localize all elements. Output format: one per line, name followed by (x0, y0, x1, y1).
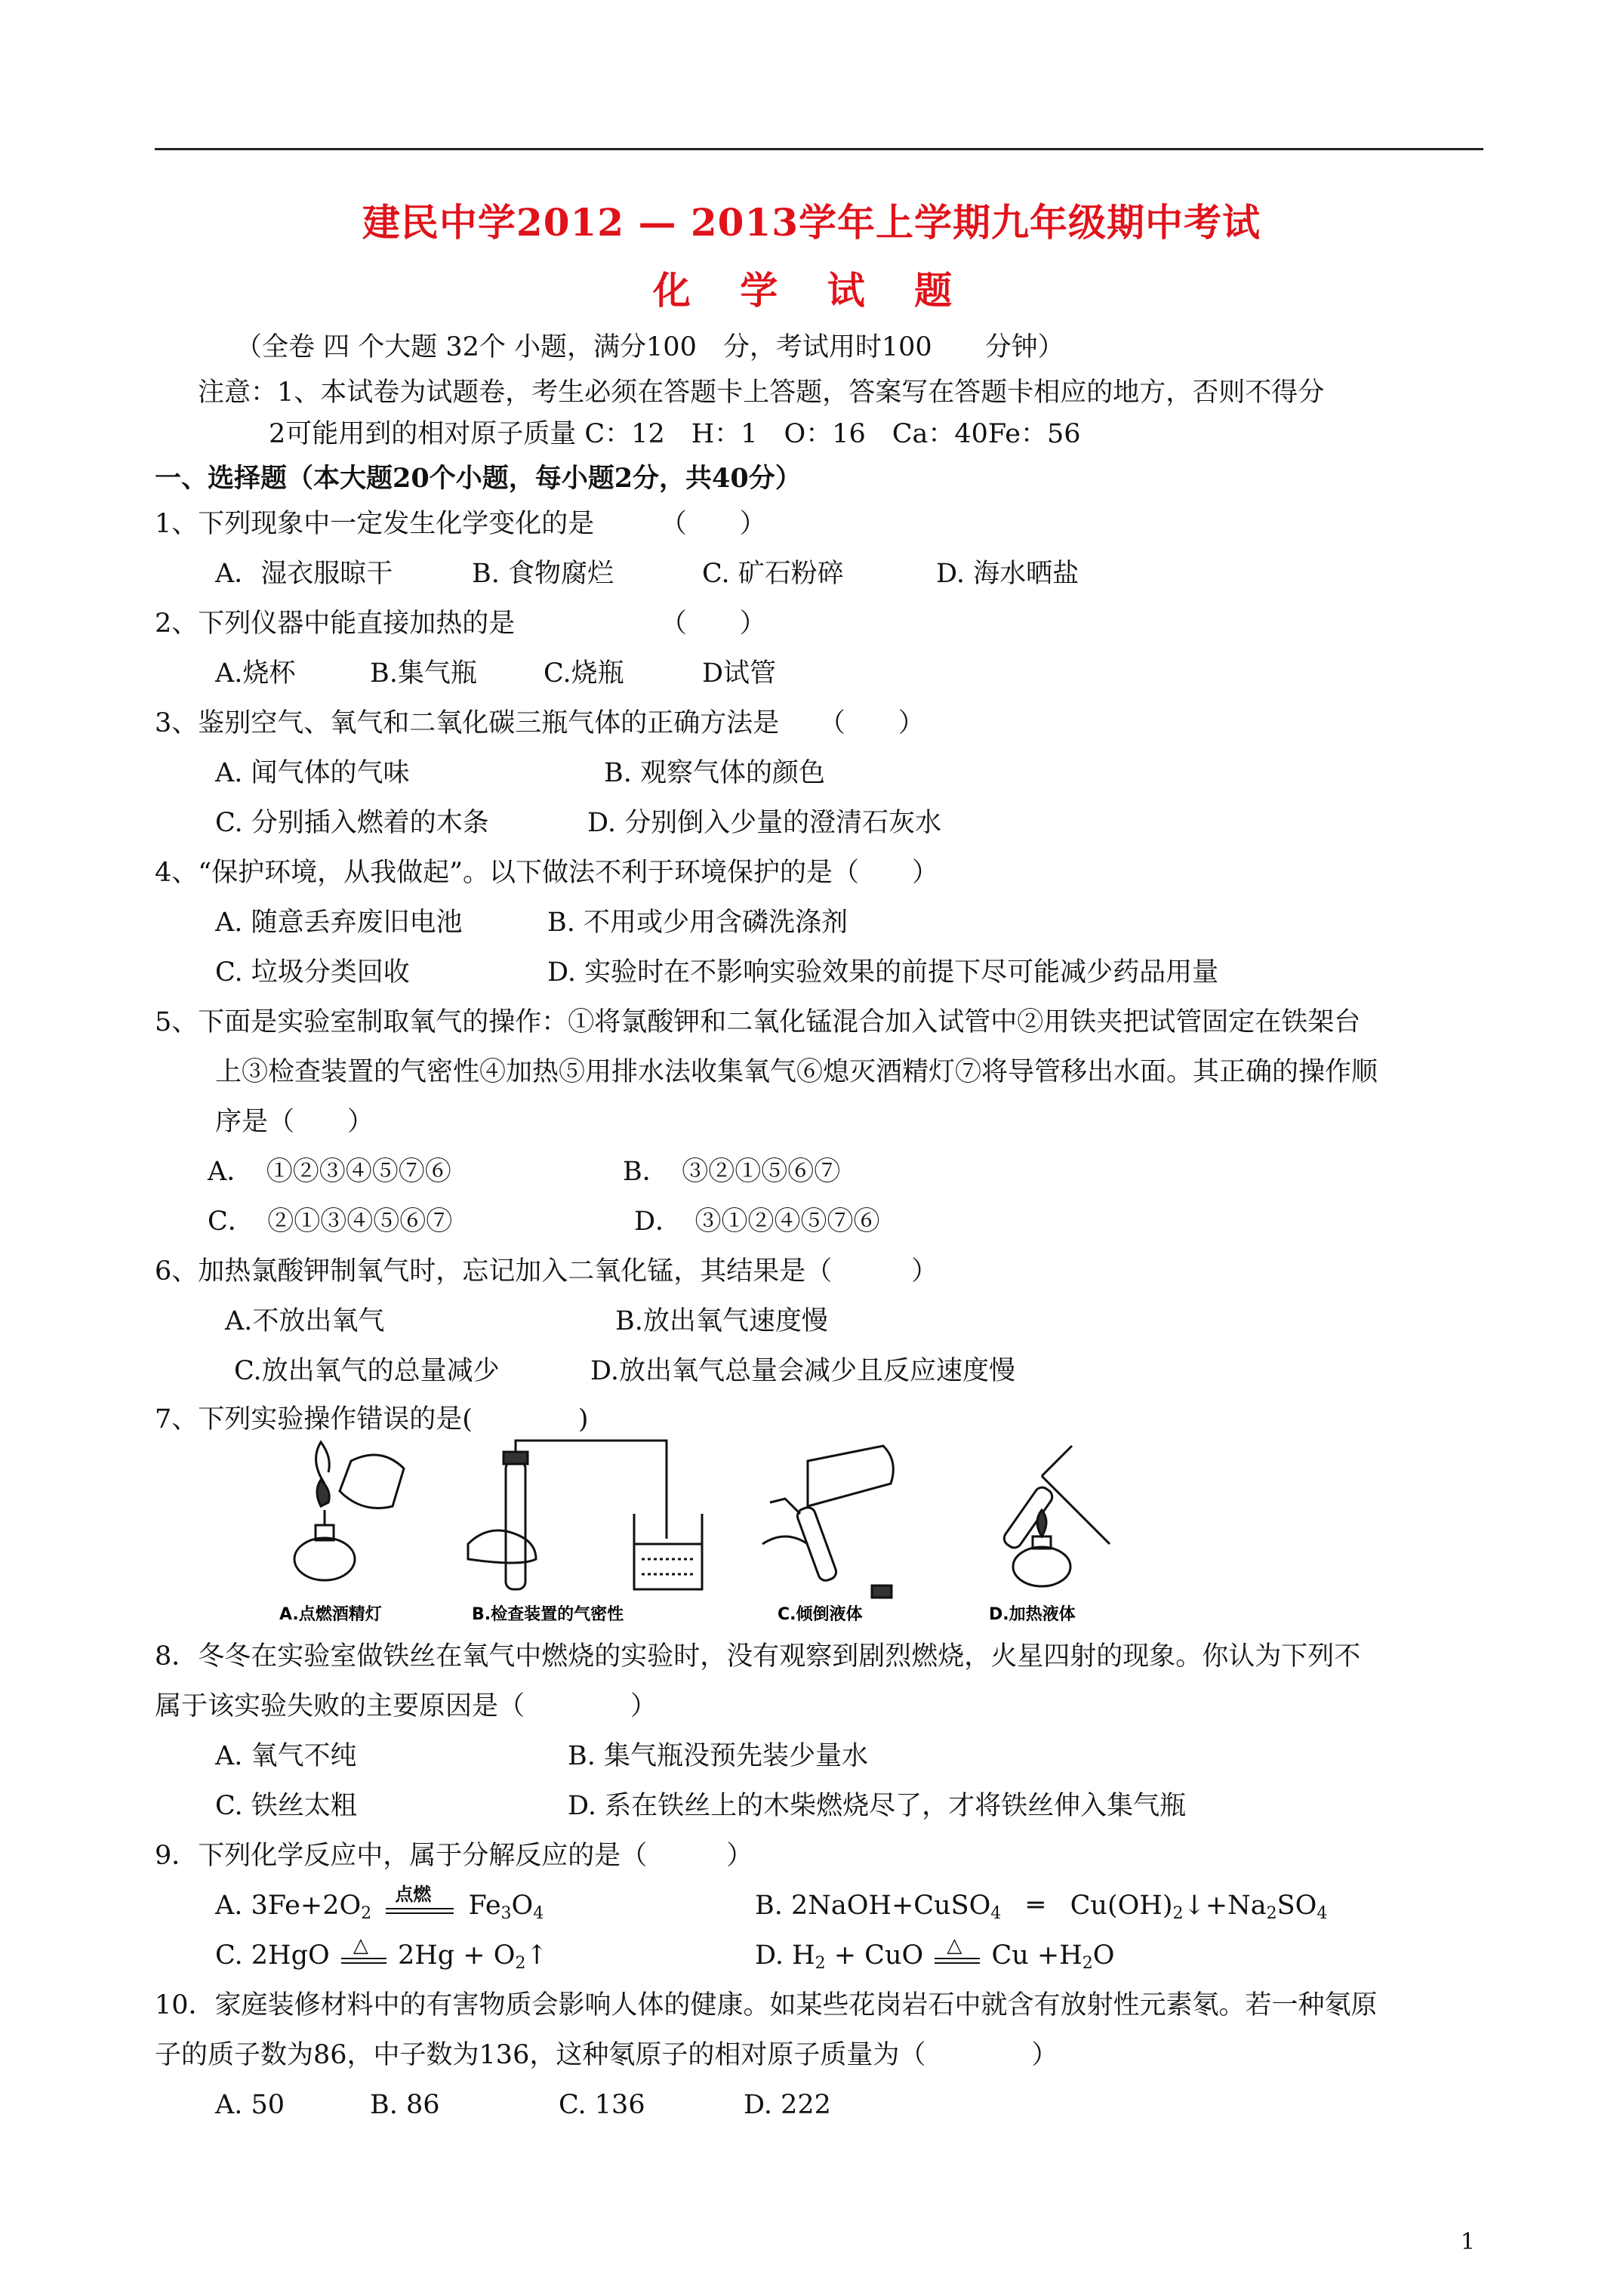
question-2-stem: 2、下列仪器中能直接加热的是 （ ） (155, 609, 766, 639)
q7-figure-svg (279, 1431, 1178, 1627)
question-6-stem: 6、加热氯酸钾制氧气时，忘记加入二氧化锰，其结果是（ ） (155, 1256, 938, 1287)
q9-b-end: SO (1277, 1891, 1317, 1921)
q3-option-c: C. 分别插入燃着的木条 (215, 808, 489, 838)
q6-option-c: C.放出氧气的总量减少 (234, 1356, 500, 1386)
q10-option-d: D. 222 (744, 2090, 831, 2120)
q9-d-reactant: D. H (755, 1940, 815, 1971)
q9-d-end: O (1092, 1940, 1115, 1971)
q9-d-sub1: 2 (815, 1954, 826, 1973)
question-10-stem-2: 子的质子数为86，中子数为136，这种氡原子的相对原子质量为（ ） (155, 2040, 1058, 2070)
question-5-stem-2: 上③检查装置的气密性④加热⑤用排水法收集氧气⑥熄灭酒精灯⑦将导管移出水面。其正确的操作顺 (215, 1057, 1378, 1087)
q9-d-product: Cu +H (991, 1940, 1083, 1971)
q6-option-a: A.不放出氧气 (225, 1306, 385, 1336)
q1-option-b: B. 食物腐烂 (472, 559, 614, 589)
q5-option-d: D． ③①②④⑤⑦⑥ (634, 1207, 880, 1237)
q9-b-tail-sub: 2 (1266, 1904, 1277, 1923)
q8-option-c: C. 铁丝太粗 (215, 1791, 357, 1821)
page-number: 1 (1460, 2229, 1475, 2255)
q9-c-product: 2Hg + O (397, 1940, 516, 1971)
q10-option-a: A. 50 (215, 2090, 285, 2120)
q9-b-equals: ═ (1027, 1891, 1044, 1921)
q9-a-product-sub2: 4 (533, 1904, 544, 1923)
q9-b-reactants: B. 2NaOH+CuSO (755, 1891, 991, 1921)
q9-d-product-sub: 2 (1082, 1954, 1093, 1973)
question-3-stem: 3、鉴别空气、氧气和二氧化碳三瓶气体的正确方法是 （ ） (155, 708, 925, 738)
q8-option-d: D. 系在铁丝上的木柴燃烧尽了，才将铁丝伸入集气瓶 (568, 1791, 1187, 1821)
q9-option-b (755, 1889, 1327, 1931)
q6-option-d: D.放出氧气总量会减少且反应速度慢 (590, 1356, 1015, 1386)
q9-a-condition: 点燃 (395, 1883, 432, 1905)
q8-option-a: A. 氧气不纯 (215, 1741, 357, 1771)
q9-b-end-sub: 4 (1317, 1904, 1328, 1923)
exam-intro: （全卷 四 个大题 32个 小题，满分100 分，考试用时100 分钟） (236, 332, 1064, 362)
q9-c-reactant: C. 2HgO (215, 1940, 330, 1971)
q9-a-reactants: A. 3Fe+2O (215, 1891, 362, 1921)
exam-subtitle: 化 学 试 题 (652, 268, 971, 313)
figure-d-heating-liquid-icon (1001, 1446, 1110, 1586)
q9-c-condition-arrow (341, 1934, 387, 1964)
q9-option-a (215, 1883, 544, 1931)
q9-option-d (755, 1934, 1115, 1980)
q5-option-b: B． ③②①⑤⑥⑦ (623, 1157, 841, 1187)
q10-option-b: B. 86 (370, 2090, 440, 2120)
q9-c-product-sub: 2 (515, 1954, 526, 1973)
q2-option-d: D试管 (702, 658, 777, 689)
note-line-1: 注意：1、本试卷为试题卷，考生必须在答题卡上答题，答案写在答题卡相应的地方，否则不得分 (198, 378, 1325, 408)
figure-c-caption: C.倾倒液体 (778, 1605, 863, 1624)
q9-c-up-arrow: ↑ (525, 1940, 548, 1971)
section-heading: 一、选择题（本大题20个小题，每小题2分，共40分） (155, 463, 802, 494)
q9-d-condition: △ (947, 1934, 962, 1957)
q4-option-c: C. 垃圾分类回收 (215, 957, 410, 988)
q9-a-condition-arrow (386, 1883, 454, 1914)
question-7-stem: 7、下列实验操作错误的是( ) (155, 1404, 589, 1435)
figure-a-alcohol-lamp-icon (294, 1442, 404, 1580)
q9-d-condition-arrow (935, 1934, 980, 1964)
q1-option-d: D. 海水晒盐 (936, 559, 1079, 589)
figure-b-airtightness-icon (468, 1441, 702, 1589)
figure-c-pouring-liquid-icon (762, 1446, 893, 1598)
q9-a-product-o: O (511, 1891, 534, 1921)
q4-option-a: A. 随意丢弃废旧电池 (215, 908, 463, 938)
header-rule (155, 148, 1483, 150)
figure-d-caption: D.加热液体 (989, 1605, 1076, 1624)
q3-option-b: B. 观察气体的颜色 (604, 758, 825, 788)
q7-figures (279, 1431, 1178, 1627)
q5-option-a: A． ①②③④⑤⑦⑥ (208, 1157, 451, 1187)
q9-c-condition: △ (353, 1934, 368, 1957)
figure-b-caption: B.检查装置的气密性 (472, 1605, 624, 1624)
q10-option-c: C. 136 (559, 2090, 645, 2120)
note-line-2: 2可能用到的相对原子质量 C：12 H：1 O：16 Ca：40Fe：56 (269, 419, 1081, 449)
q2-option-c: C.烧瓶 (544, 658, 624, 689)
q9-b-sub: 4 (990, 1904, 1002, 1923)
question-8-stem-1: 8．冬冬在实验室做铁丝在氧气中燃烧的实验时，没有观察到剧烈燃烧，火星四射的现象。你认为下列不 (155, 1641, 1361, 1672)
figure-a-caption: A.点燃酒精灯 (279, 1605, 382, 1624)
q9-b-product-sub: 2 (1172, 1904, 1184, 1923)
q9-b-tail: ↓+Na (1183, 1891, 1267, 1921)
q4-option-b: B. 不用或少用含磷洗涤剂 (547, 908, 848, 938)
question-5-stem-1: 5、下面是实验室制取氧气的操作：①将氯酸钾和二氧化锰混合加入试管中②用铁夹把试管固定在铁架台 (155, 1007, 1361, 1037)
q3-option-d: D. 分别倒入少量的澄清石灰水 (587, 808, 942, 838)
q8-option-b: B. 集气瓶没预先装少量水 (568, 1741, 868, 1771)
q9-d-mid: + CuO (825, 1940, 924, 1971)
q9-option-c (215, 1934, 548, 1980)
q6-option-b: B.放出氧气速度慢 (615, 1306, 828, 1336)
question-1-stem: 1、下列现象中一定发生化学变化的是 （ ） (155, 509, 766, 539)
q9-a-product: Fe (468, 1891, 501, 1921)
q5-option-c: C． ②①③④⑤⑥⑦ (208, 1207, 453, 1237)
q2-option-b: B.集气瓶 (370, 658, 477, 689)
q9-a-subscript: 2 (361, 1904, 372, 1923)
q9-b-product: Cu(OH) (1070, 1891, 1173, 1921)
q1-option-c: C. 矿石粉碎 (702, 559, 844, 589)
question-4-stem: 4、“保护环境，从我做起”。以下做法不利于环境保护的是（ ） (155, 858, 939, 888)
question-8-stem-2: 属于该实验失败的主要原因是（ ） (155, 1691, 658, 1721)
q2-option-a: A.烧杯 (215, 658, 296, 689)
q4-option-d: D. 实验时在不影响实验效果的前提下尽可能减少药品用量 (547, 957, 1219, 988)
q9-a-product-sub1: 3 (500, 1904, 512, 1923)
exam-title: 建民中学2012 — 2013学年上学期九年级期中考试 (362, 200, 1261, 245)
q3-option-a: A. 闻气体的气味 (215, 758, 410, 788)
q1-option-a: A．湿衣服晾干 (215, 559, 393, 589)
question-5-stem-3: 序是（ ） (215, 1107, 374, 1137)
question-9-stem: 9．下列化学反应中，属于分解反应的是（ ） (155, 1841, 753, 1871)
question-10-stem-1: 10．家庭装修材料中的有害物质会影响人体的健康。如某些花岗岩石中就含有放射性元素氡。若一种氡原 (155, 1990, 1378, 2020)
